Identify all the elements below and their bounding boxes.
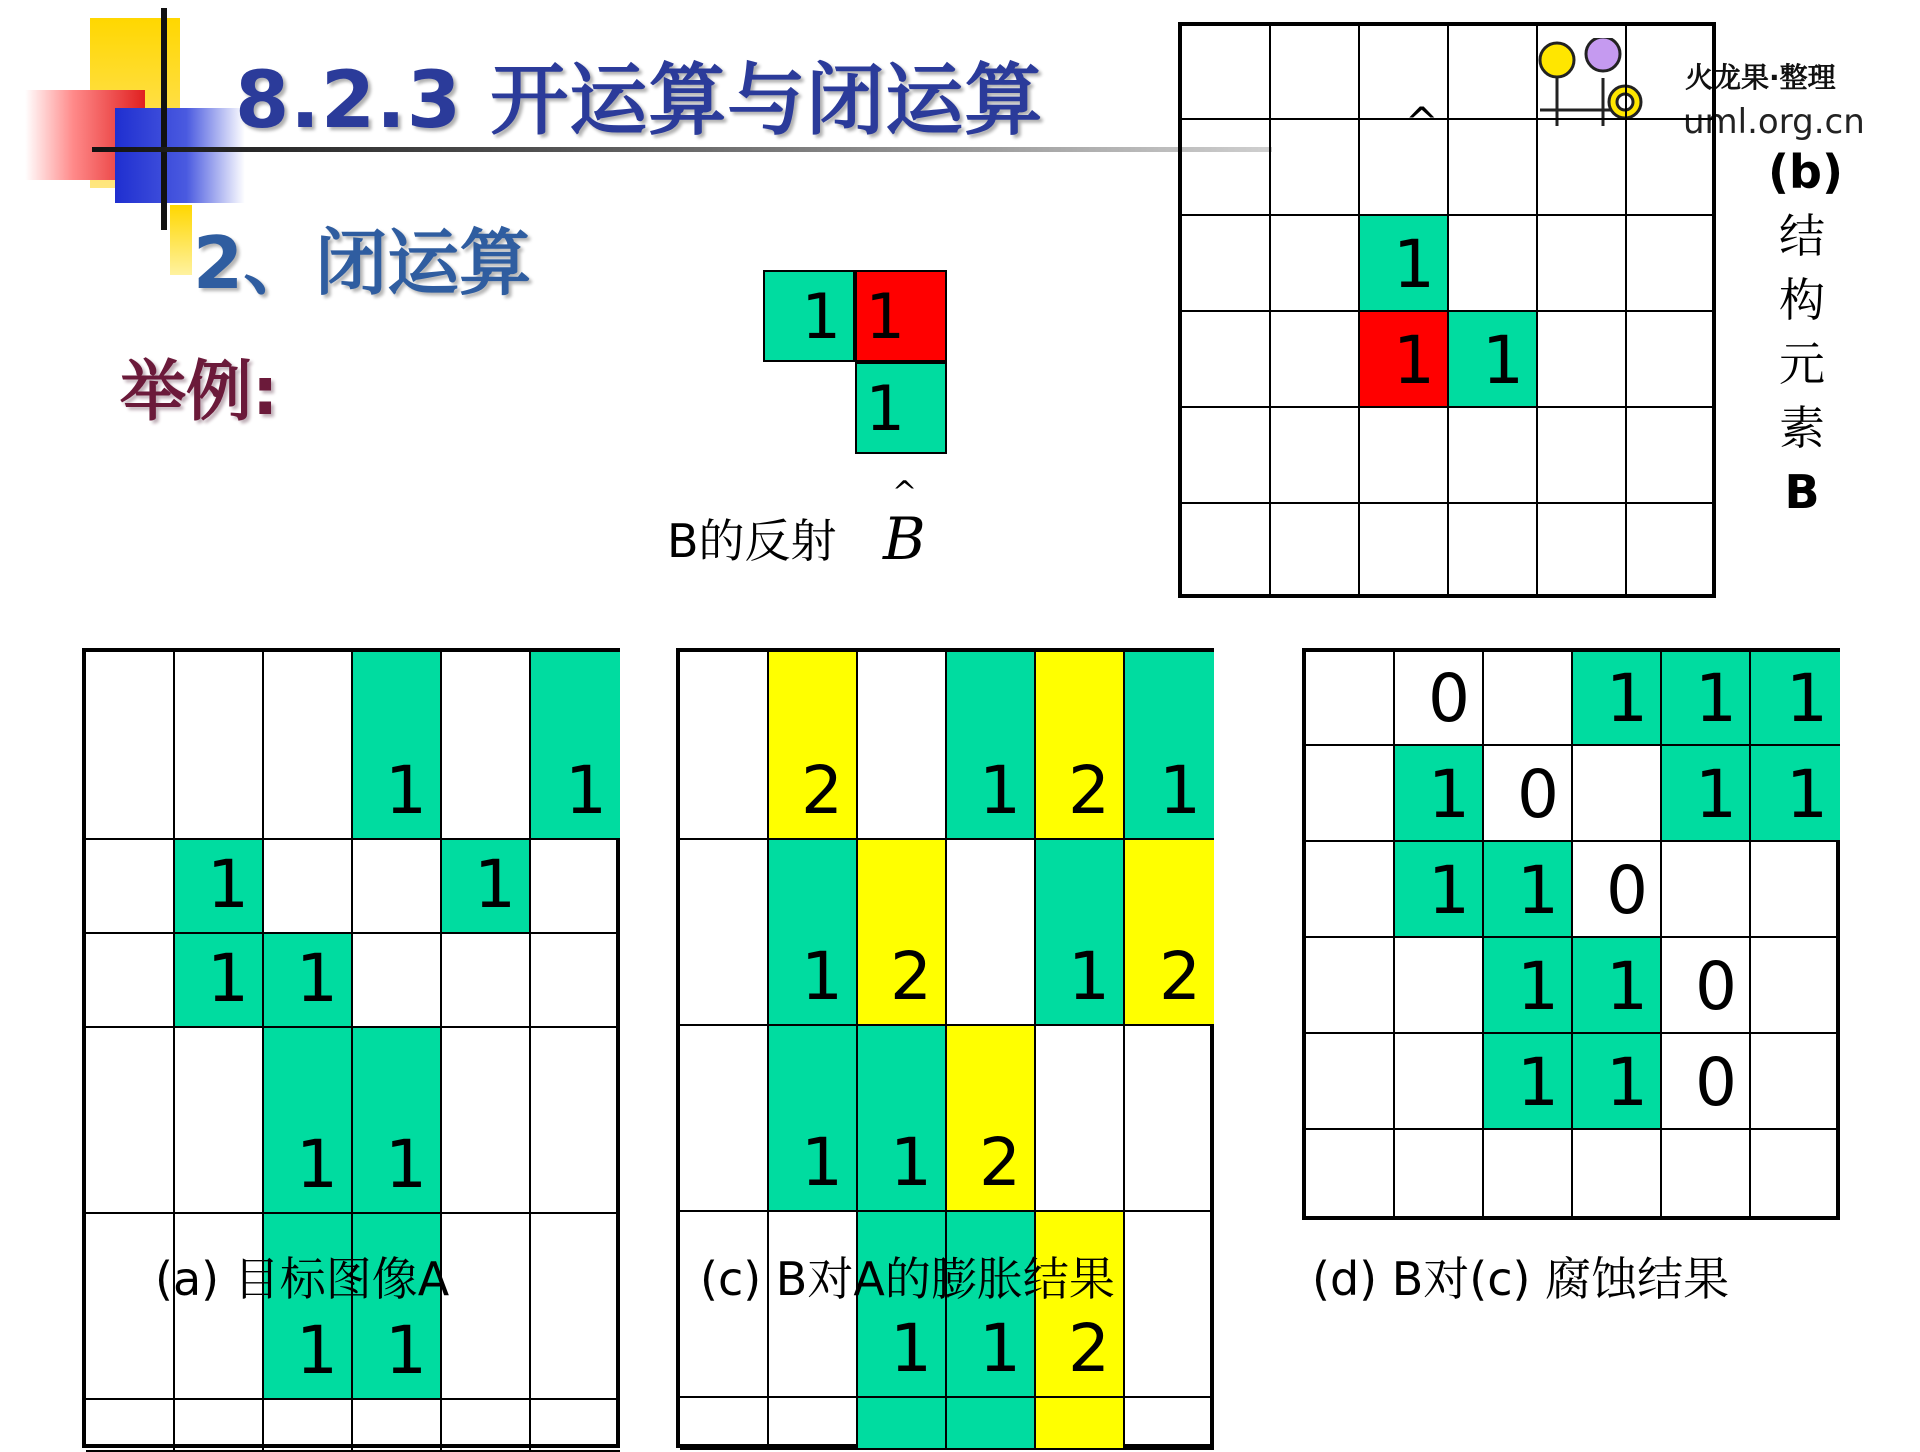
- struct-b-caption-char: 构: [1779, 273, 1825, 327]
- grid-cell: [947, 652, 1036, 840]
- grid-cell: [1573, 652, 1662, 746]
- grid-cell: [1751, 746, 1840, 842]
- grid-cell: [1360, 408, 1449, 504]
- grid-cell: [1395, 938, 1484, 1034]
- decor-yellow-bar: [170, 205, 192, 275]
- cell-value: 1: [1606, 948, 1648, 1025]
- struct-b-caption-paren: (b): [1768, 145, 1843, 199]
- struct-b-caption: [1768, 140, 1843, 524]
- grid-cell: [1751, 842, 1840, 938]
- grid-cell: [1395, 1130, 1484, 1220]
- cell-value: 0: [1606, 852, 1648, 929]
- cell-value: 2: [1068, 1310, 1110, 1387]
- cell-value: 1: [1428, 852, 1470, 929]
- grid-cell: [1306, 746, 1395, 842]
- cell-value: 1: [565, 752, 607, 829]
- grid-cell: [264, 1400, 353, 1452]
- grid-cell: [1125, 840, 1214, 1026]
- grid-cell: [1271, 120, 1360, 216]
- grid-cell: [1573, 1034, 1662, 1130]
- cell-value: 1: [1517, 948, 1559, 1025]
- cell-value: 1: [385, 1126, 427, 1203]
- grid-cell: [858, 840, 947, 1026]
- cell-value: 2: [1159, 938, 1201, 1015]
- decor-blue-block: [115, 108, 245, 203]
- grid-cell: [1306, 938, 1395, 1034]
- grid-cell: [1360, 216, 1449, 312]
- grid-cell: [1182, 312, 1271, 408]
- grid-cell: [1662, 1034, 1751, 1130]
- cell-value: 0: [1517, 756, 1559, 833]
- erosion-result-grid: [1302, 648, 1840, 1220]
- cell-value: 1: [1517, 1044, 1559, 1121]
- grid-cell: [353, 1400, 442, 1452]
- struct-b-caption-letter: B: [1784, 465, 1820, 519]
- grid-cell: [1449, 312, 1538, 408]
- grid-cell: [264, 1028, 353, 1214]
- grid-cell: [769, 1398, 858, 1450]
- struct-b-caption-char: 素: [1779, 401, 1825, 455]
- cell-value: 1: [474, 846, 516, 923]
- grid-cell: [531, 934, 620, 1028]
- cell-value: 1: [801, 1124, 843, 1201]
- grid-cell: [1484, 746, 1573, 842]
- grid-cell: [1036, 652, 1125, 840]
- grid-cell: [680, 1398, 769, 1450]
- cell-value: 1: [1606, 1044, 1648, 1121]
- grid-cell: [1627, 408, 1716, 504]
- cell-value: 1: [865, 280, 905, 353]
- grid-cell: [86, 1400, 175, 1452]
- grid-cell: [947, 840, 1036, 1026]
- grid-cell: [1306, 842, 1395, 938]
- cell-value: 0: [1695, 948, 1737, 1025]
- cell-value: 1: [207, 940, 249, 1017]
- cell-value: 1: [890, 1310, 932, 1387]
- grid-cell: [1662, 746, 1751, 842]
- target-image-grid: [82, 648, 620, 1448]
- grid-cell: [86, 934, 175, 1028]
- cell-value: 1: [385, 752, 427, 829]
- reflection-cell: [763, 270, 855, 362]
- grid-cell: [1271, 312, 1360, 408]
- cell-value: 0: [1428, 660, 1470, 737]
- grid-cell: [1360, 312, 1449, 408]
- grid-cell: [1538, 504, 1627, 598]
- b-hat-letter: B: [883, 505, 926, 573]
- cell-value: 1: [385, 1312, 427, 1389]
- grid-cell: [1182, 26, 1271, 120]
- reflection-label: B的反射: [667, 514, 837, 568]
- cell-value: 1: [1428, 756, 1470, 833]
- cell-value: 1: [801, 938, 843, 1015]
- grid-cell: [442, 840, 531, 934]
- grid-cell: [353, 840, 442, 934]
- cell-value: 2: [890, 938, 932, 1015]
- example-label: 举例:: [120, 353, 279, 430]
- grid-cell: [1627, 312, 1716, 408]
- grid-cell: [1182, 504, 1271, 598]
- structuring-element-grid: [1178, 22, 1716, 598]
- grid-cell: [1538, 26, 1627, 120]
- cell-value: 1: [1786, 756, 1828, 833]
- cell-value: 1: [207, 846, 249, 923]
- struct-b-caption-char: 元: [1779, 337, 1825, 391]
- grid-cell: [1395, 1034, 1484, 1130]
- grid-cell: [680, 840, 769, 1026]
- grid-cell: [1449, 216, 1538, 312]
- cell-value: 1: [1695, 660, 1737, 737]
- grid-cell: [1484, 938, 1573, 1034]
- cell-value: 1: [1393, 226, 1435, 303]
- grid-cell: [1538, 408, 1627, 504]
- caption-d: (d) B对(c) 腐蚀结果: [1312, 1252, 1730, 1306]
- cell-value: 1: [890, 1124, 932, 1201]
- cell-value: 1: [296, 1126, 338, 1203]
- grid-cell: [1484, 1130, 1573, 1220]
- grid-cell: [175, 652, 264, 840]
- grid-cell: [442, 652, 531, 840]
- b-hat-caret: ^: [892, 475, 918, 510]
- grid-cell: [1125, 1026, 1214, 1212]
- grid-cell: [1751, 1130, 1840, 1220]
- cell-value: 1: [1159, 752, 1201, 829]
- grid-cell: [769, 840, 858, 1026]
- cell-value: 1: [865, 372, 905, 445]
- grid-cell: [1484, 652, 1573, 746]
- grid-cell: [353, 652, 442, 840]
- grid-cell: [1449, 26, 1538, 120]
- grid-cell: [175, 840, 264, 934]
- grid-cell: [1751, 1034, 1840, 1130]
- grid-cell: [1662, 938, 1751, 1034]
- grid-cell: [1360, 504, 1449, 598]
- cell-value: 1: [296, 1312, 338, 1389]
- grid-cell: [1271, 408, 1360, 504]
- grid-cell: [1306, 1130, 1395, 1220]
- grid-cell: [1449, 408, 1538, 504]
- dilation-result-grid: [676, 648, 1214, 1448]
- grid-cell: [442, 1214, 531, 1400]
- cell-value: 1: [1068, 938, 1110, 1015]
- grid-cell: [858, 652, 947, 840]
- cell-value: 1: [1393, 322, 1435, 399]
- grid-cell: [86, 652, 175, 840]
- cell-value: 1: [979, 1310, 1021, 1387]
- grid-cell: [1627, 26, 1716, 120]
- grid-cell: [531, 1214, 620, 1400]
- cell-value: 1: [1482, 322, 1524, 399]
- grid-cell: [1449, 504, 1538, 598]
- grid-cell: [1484, 842, 1573, 938]
- grid-cell: [264, 652, 353, 840]
- grid-cell: [264, 840, 353, 934]
- grid-cell: [442, 1400, 531, 1452]
- grid-cell: [1662, 1130, 1751, 1220]
- grid-cell: [1125, 1212, 1214, 1398]
- grid-cell: [1182, 216, 1271, 312]
- grid-cell: [86, 840, 175, 934]
- grid-cell: [1125, 1398, 1214, 1450]
- struct-b-caption-char: 结: [1779, 209, 1825, 263]
- cell-value: 2: [979, 1124, 1021, 1201]
- grid-cell: [1271, 216, 1360, 312]
- grid-cell: [1538, 120, 1627, 216]
- grid-cell: [1395, 652, 1484, 746]
- grid-cell: [947, 1026, 1036, 1212]
- grid-cell: [1036, 1026, 1125, 1212]
- grid-cell: [1182, 120, 1271, 216]
- grid-cell: [1395, 746, 1484, 842]
- cell-value: 2: [1068, 752, 1110, 829]
- cell-value: 1: [1517, 852, 1559, 929]
- grid-cell: [1484, 1034, 1573, 1130]
- cell-value: 1: [1786, 660, 1828, 737]
- grid-cell: [858, 1026, 947, 1212]
- grid-cell: [353, 934, 442, 1028]
- grid-cell: [947, 1398, 1036, 1450]
- grid-cell: [1449, 120, 1538, 216]
- grid-cell: [1306, 1034, 1395, 1130]
- watermark-url: uml.org.cn: [1683, 102, 1865, 142]
- grid-cell: [1751, 652, 1840, 746]
- section-subtitle: 2、闭运算: [193, 221, 532, 305]
- grid-cell: [531, 1028, 620, 1214]
- grid-cell: [1036, 1398, 1125, 1450]
- cell-value: 1: [801, 280, 841, 353]
- cell-value: 1: [1695, 756, 1737, 833]
- grid-cell: [1395, 842, 1484, 938]
- grid-cell: [1573, 746, 1662, 842]
- grid-cell: [175, 1400, 264, 1452]
- grid-cell: [1627, 216, 1716, 312]
- grid-cell: [1751, 938, 1840, 1034]
- grid-cell: [175, 1028, 264, 1214]
- grid-cell: [680, 652, 769, 840]
- grid-cell: [1036, 840, 1125, 1026]
- grid-cell: [1573, 1130, 1662, 1220]
- grid-cell: [1662, 652, 1751, 746]
- grid-cell: [858, 1398, 947, 1450]
- grid-cell: [531, 652, 620, 840]
- grid-cell: [1662, 842, 1751, 938]
- watermark-name: 火龙果·整理: [1685, 61, 1836, 94]
- cell-value: 1: [979, 752, 1021, 829]
- grid-cell: [1627, 504, 1716, 598]
- grid-cell: [680, 1026, 769, 1212]
- grid-cell: [1538, 312, 1627, 408]
- cell-value: 0: [1695, 1044, 1737, 1121]
- decor-vertical-line: [161, 8, 167, 230]
- grid-cell: [1271, 26, 1360, 120]
- grid-cell: [86, 1028, 175, 1214]
- grid-cell: [769, 652, 858, 840]
- grid-cell: [264, 934, 353, 1028]
- caption-a: (a) 目标图像A: [155, 1252, 450, 1306]
- grid-cell: [1573, 842, 1662, 938]
- struct-b-caret: ^: [1405, 100, 1439, 146]
- grid-cell: [175, 934, 264, 1028]
- grid-cell: [769, 1026, 858, 1212]
- cell-value: 2: [801, 752, 843, 829]
- grid-cell: [1125, 652, 1214, 840]
- grid-cell: [531, 1400, 620, 1452]
- grid-cell: [1538, 216, 1627, 312]
- grid-cell: [353, 1028, 442, 1214]
- page-title: 8.2.3 开运算与闭运算: [235, 56, 1044, 146]
- grid-cell: [442, 1028, 531, 1214]
- cell-value: 1: [1606, 660, 1648, 737]
- grid-cell: [1627, 120, 1716, 216]
- reflection-cell: [855, 362, 947, 454]
- caption-c: (c) B对A的膨胀结果: [700, 1252, 1115, 1306]
- grid-cell: [1271, 504, 1360, 598]
- reflection-cell: [855, 270, 947, 362]
- grid-cell: [1182, 408, 1271, 504]
- cell-value: 1: [296, 940, 338, 1017]
- grid-cell: [1573, 938, 1662, 1034]
- grid-cell: [531, 840, 620, 934]
- grid-cell: [1306, 652, 1395, 746]
- grid-cell: [442, 934, 531, 1028]
